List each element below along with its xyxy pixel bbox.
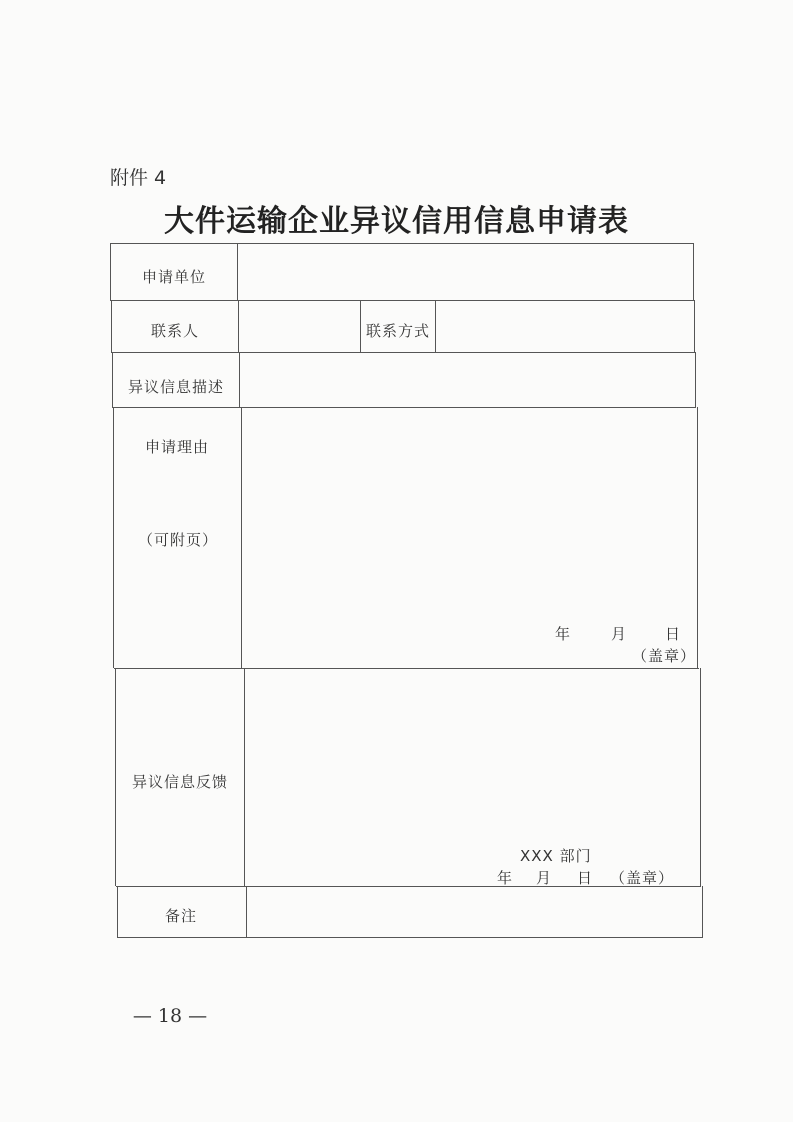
label-remarks: 备注 [164,907,198,925]
feedback-date-month: 月 [536,869,553,887]
label-dispute-feedback: 异议信息反馈 [131,773,229,791]
page-number: — 18 — [132,1005,208,1027]
feedback-department: XXX 部门 [520,847,592,865]
table-border-left-1 [110,243,111,300]
reason-date-month: 月 [611,625,628,643]
contact-divider-b [435,300,436,352]
label-contact-method: 联系方式 [365,322,431,340]
row-divider-1 [110,300,694,301]
form-title: 大件运输企业异议信用信息申请表 [164,204,629,239]
table-border-left-5 [115,668,116,886]
table-border-left-2 [111,300,112,352]
attachment-label: 附件 4 [110,167,167,189]
table-border-right-4 [697,407,698,668]
label-divider-5 [244,668,245,886]
table-border-left-6 [117,886,118,938]
row-divider-3 [112,407,696,408]
label-divider-2 [238,300,239,352]
table-border-right-5 [700,668,701,886]
row-divider-2 [111,352,695,353]
label-attach-note: （可附页） [137,531,219,549]
table-border-right-6 [702,886,703,938]
label-divider-1 [237,243,238,300]
label-application-reason: 申请理由 [144,438,210,456]
feedback-date-year: 年 [497,869,514,887]
feedback-seal: （盖章） [610,869,675,887]
row-divider-4 [114,668,699,669]
reason-date-year: 年 [555,625,572,643]
label-divider-4 [241,407,242,668]
label-divider-6 [246,886,247,938]
label-divider-3 [239,352,240,407]
reason-date-day: 日 [665,625,682,643]
table-border-bottom [117,937,703,938]
table-border-left-3 [112,352,113,407]
table-border-top [110,243,694,244]
reason-seal: （盖章） [632,647,697,665]
label-contact-person: 联系人 [150,322,200,340]
label-applicant: 申请单位 [141,268,207,286]
table-border-left-4 [113,407,114,668]
contact-divider-a [360,300,361,352]
table-border-right-1 [693,243,694,300]
table-border-right-2 [694,300,695,352]
feedback-date-day: 日 [577,869,594,887]
label-dispute-description: 异议信息描述 [127,378,225,396]
table-border-right-3 [695,352,696,407]
